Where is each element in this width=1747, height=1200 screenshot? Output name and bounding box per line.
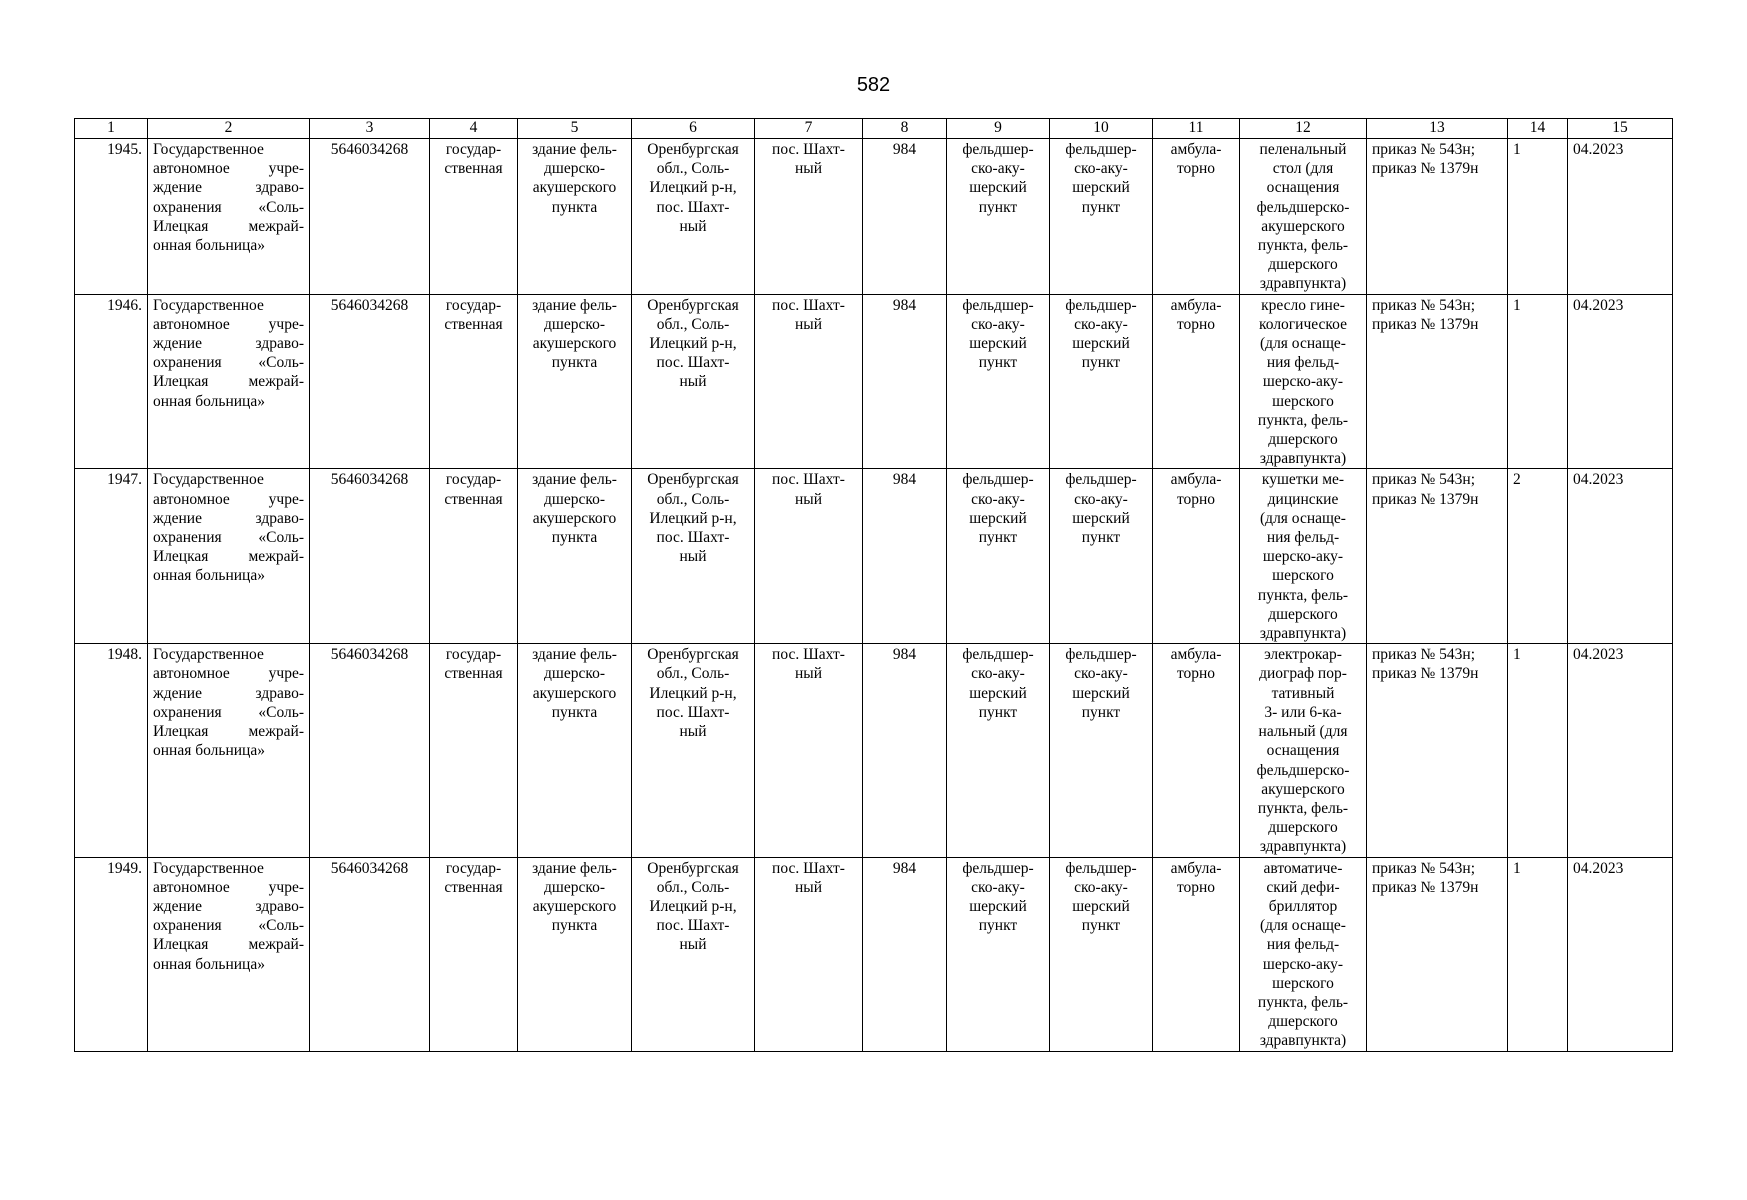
date-cell: 04.2023 bbox=[1568, 857, 1673, 1051]
quantity-cell: 2 bbox=[1508, 469, 1568, 644]
inn-cell: 5646034268 bbox=[310, 644, 430, 857]
organization-name: Государственное автономное учре-ждение здраво-охранения «Соль-Илецкая межрай-онная больница» bbox=[148, 294, 310, 469]
inn-cell: 5646034268 bbox=[310, 139, 430, 295]
table-row bbox=[75, 857, 1673, 1051]
header-cell-8: 8 bbox=[863, 119, 947, 139]
quantity-cell: 1 bbox=[1508, 857, 1568, 1051]
header-cell-2: 2 bbox=[148, 119, 310, 139]
date-cell: 04.2023 bbox=[1568, 644, 1673, 857]
header-cell-13: 13 bbox=[1367, 119, 1508, 139]
care-mode-cell: амбула- торно bbox=[1153, 294, 1240, 469]
facility-subtype-cell: фельдшер- ско-аку- шерский пункт bbox=[1050, 469, 1153, 644]
header-cell-12: 12 bbox=[1240, 119, 1367, 139]
facility-subtype-cell: фельдшер- ско-аку- шерский пункт bbox=[1050, 857, 1153, 1051]
header-cell-14: 14 bbox=[1508, 119, 1568, 139]
date-cell: 04.2023 bbox=[1568, 294, 1673, 469]
quantity-cell: 1 bbox=[1508, 644, 1568, 857]
header-cell-4: 4 bbox=[430, 119, 518, 139]
header-cell-10: 10 bbox=[1050, 119, 1153, 139]
building-cell: здание фель- дшерско- акушерского пункта bbox=[518, 139, 632, 295]
header-cell-9: 9 bbox=[947, 119, 1050, 139]
address-cell: Оренбургская обл., Соль- Илецкий р-н, пос. Шахт- ный bbox=[632, 294, 755, 469]
population-cell: 984 bbox=[863, 857, 947, 1051]
date-cell: 04.2023 bbox=[1568, 139, 1673, 295]
row-number: 1948. bbox=[75, 644, 148, 857]
care-mode-cell: амбула- торно bbox=[1153, 469, 1240, 644]
table-row bbox=[75, 469, 1673, 644]
ownership-cell: государ- ственная bbox=[430, 644, 518, 857]
registry-table bbox=[74, 118, 1673, 1052]
facility-type-cell: фельдшер- ско-аку- шерский пункт bbox=[947, 857, 1050, 1051]
quantity-cell: 1 bbox=[1508, 294, 1568, 469]
orders-cell: приказ № 543н; приказ № 1379н bbox=[1367, 294, 1508, 469]
address-cell: Оренбургская обл., Соль- Илецкий р-н, пос. Шахт- ный bbox=[632, 139, 755, 295]
organization-name: Государственное автономное учре-ждение здраво-охранения «Соль-Илецкая межрай-онная больница» bbox=[148, 469, 310, 644]
row-number: 1947. bbox=[75, 469, 148, 644]
building-cell: здание фель- дшерско- акушерского пункта bbox=[518, 294, 632, 469]
settlement-cell: пос. Шахт- ный bbox=[755, 644, 863, 857]
date-cell: 04.2023 bbox=[1568, 469, 1673, 644]
population-cell: 984 bbox=[863, 139, 947, 295]
facility-type-cell: фельдшер- ско-аку- шерский пункт bbox=[947, 644, 1050, 857]
equipment-cell: кресло гине- кологическое (для оснаще- ния фельд- шерско-аку- шерского пункта, фель- дшерского здравпункта) bbox=[1240, 294, 1367, 469]
settlement-cell: пос. Шахт- ный bbox=[755, 857, 863, 1051]
facility-type-cell: фельдшер- ско-аку- шерский пункт bbox=[947, 139, 1050, 295]
table-row bbox=[75, 139, 1673, 295]
care-mode-cell: амбула- торно bbox=[1153, 644, 1240, 857]
ownership-cell: государ- ственная bbox=[430, 294, 518, 469]
orders-cell: приказ № 543н; приказ № 1379н bbox=[1367, 469, 1508, 644]
facility-type-cell: фельдшер- ско-аку- шерский пункт bbox=[947, 294, 1050, 469]
table-row bbox=[75, 294, 1673, 469]
organization-name: Государственное автономное учре-ждение здраво-охранения «Соль-Илецкая межрай-онная больница» bbox=[148, 644, 310, 857]
equipment-cell: кушетки ме- дицинские (для оснаще- ния фельд- шерско-аку- шерского пункта, фель- дшерского здравпункта) bbox=[1240, 469, 1367, 644]
header-cell-15: 15 bbox=[1568, 119, 1673, 139]
header-cell-1: 1 bbox=[75, 119, 148, 139]
care-mode-cell: амбула- торно bbox=[1153, 139, 1240, 295]
header-cell-11: 11 bbox=[1153, 119, 1240, 139]
facility-subtype-cell: фельдшер- ско-аку- шерский пункт bbox=[1050, 294, 1153, 469]
quantity-cell: 1 bbox=[1508, 139, 1568, 295]
population-cell: 984 bbox=[863, 644, 947, 857]
building-cell: здание фель- дшерско- акушерского пункта bbox=[518, 644, 632, 857]
row-number: 1946. bbox=[75, 294, 148, 469]
facility-type-cell: фельдшер- ско-аку- шерский пункт bbox=[947, 469, 1050, 644]
equipment-cell: пеленальный стол (для оснащения фельдшерско- акушерского пункта, фель- дшерского здравпункта) bbox=[1240, 139, 1367, 295]
equipment-cell: автоматиче- ский дефи- бриллятор (для оснаще- ния фельд- шерско-аку- шерского пункта, фель- дшерского здравпункта) bbox=[1240, 857, 1367, 1051]
inn-cell: 5646034268 bbox=[310, 857, 430, 1051]
care-mode-cell: амбула- торно bbox=[1153, 857, 1240, 1051]
building-cell: здание фель- дшерско- акушерского пункта bbox=[518, 857, 632, 1051]
building-cell: здание фель- дшерско- акушерского пункта bbox=[518, 469, 632, 644]
orders-cell: приказ № 543н; приказ № 1379н bbox=[1367, 644, 1508, 857]
organization-name: Государственное автономное учре-ждение здраво-охранения «Соль-Илецкая межрай-онная больница» bbox=[148, 139, 310, 295]
row-number: 1949. bbox=[75, 857, 148, 1051]
ownership-cell: государ- ственная bbox=[430, 469, 518, 644]
settlement-cell: пос. Шахт- ный bbox=[755, 294, 863, 469]
header-cell-6: 6 bbox=[632, 119, 755, 139]
facility-subtype-cell: фельдшер- ско-аку- шерский пункт bbox=[1050, 644, 1153, 857]
population-cell: 984 bbox=[863, 294, 947, 469]
organization-name: Государственное автономное учре-ждение здраво-охранения «Соль-Илецкая межрай-онная больница» bbox=[148, 857, 310, 1051]
orders-cell: приказ № 543н; приказ № 1379н bbox=[1367, 857, 1508, 1051]
inn-cell: 5646034268 bbox=[310, 294, 430, 469]
ownership-cell: государ- ственная bbox=[430, 139, 518, 295]
settlement-cell: пос. Шахт- ный bbox=[755, 139, 863, 295]
table-row bbox=[75, 644, 1673, 857]
settlement-cell: пос. Шахт- ный bbox=[755, 469, 863, 644]
address-cell: Оренбургская обл., Соль- Илецкий р-н, пос. Шахт- ный bbox=[632, 644, 755, 857]
header-row bbox=[75, 119, 1673, 139]
inn-cell: 5646034268 bbox=[310, 469, 430, 644]
ownership-cell: государ- ственная bbox=[430, 857, 518, 1051]
header-cell-5: 5 bbox=[518, 119, 632, 139]
header-cell-7: 7 bbox=[755, 119, 863, 139]
page-number: 582 bbox=[856, 74, 891, 96]
address-cell: Оренбургская обл., Соль- Илецкий р-н, пос. Шахт- ный bbox=[632, 857, 755, 1051]
orders-cell: приказ № 543н; приказ № 1379н bbox=[1367, 139, 1508, 295]
facility-subtype-cell: фельдшер- ско-аку- шерский пункт bbox=[1050, 139, 1153, 295]
address-cell: Оренбургская обл., Соль- Илецкий р-н, пос. Шахт- ный bbox=[632, 469, 755, 644]
equipment-cell: электрокар- диограф пор- тативный 3- или 6-ка- нальный (для оснащения фельдшерско- акушерского пункта, фель- дшерского здравпункта) bbox=[1240, 644, 1367, 857]
population-cell: 984 bbox=[863, 469, 947, 644]
row-number: 1945. bbox=[75, 139, 148, 295]
header-cell-3: 3 bbox=[310, 119, 430, 139]
